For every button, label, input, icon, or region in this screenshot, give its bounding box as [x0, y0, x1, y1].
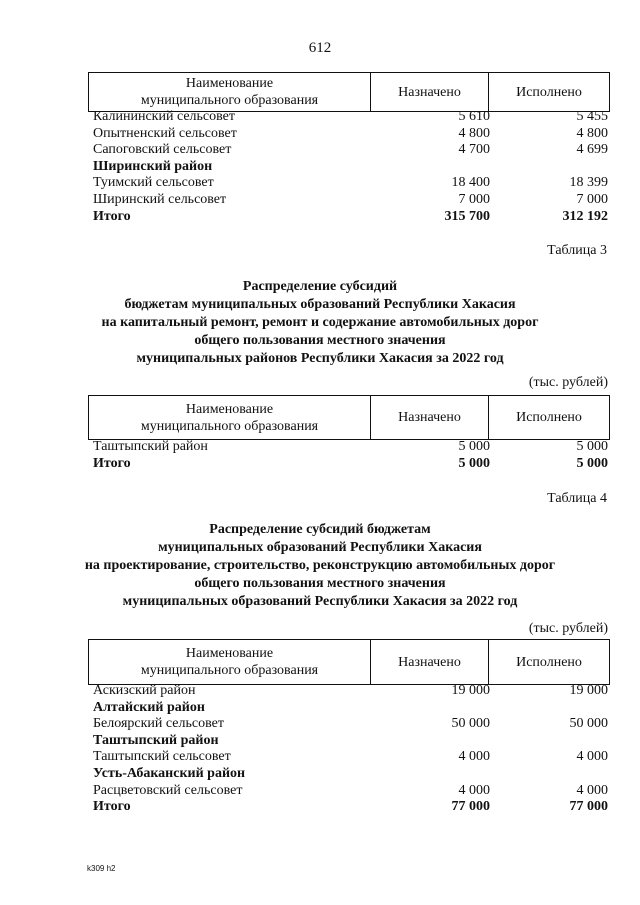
row-assigned-value: 5 000	[458, 439, 490, 454]
row-name: Калининский сельсовет	[93, 109, 235, 124]
table-row	[93, 766, 608, 783]
table-row	[93, 109, 608, 126]
page-number: 612	[308, 40, 332, 56]
table4-title	[0, 521, 640, 611]
row-executed-value: 19 000	[569, 683, 608, 698]
header-assigned-cell: Назначено	[371, 396, 489, 440]
row-name: Опытненский сельсовет	[93, 125, 237, 141]
row-name: Ширинский сельсовет	[93, 191, 227, 207]
header-name-cell	[89, 640, 371, 685]
row-name: Итого	[93, 455, 131, 471]
table4-title-line: муниципальных образований Республики Хакасия	[158, 540, 482, 555]
row-name: Итого	[93, 208, 131, 224]
table-row	[93, 142, 608, 159]
table3-title-line: бюджетам муниципальных образований Республики Хакасия	[124, 297, 516, 312]
table3-title-line: общего пользования местного значения	[194, 333, 446, 348]
table3-header	[88, 395, 610, 440]
header-name-cell	[89, 396, 371, 440]
row-name: Итого	[93, 799, 131, 815]
row-executed-value: 5 000	[576, 455, 608, 471]
row-executed-value: 18 399	[569, 175, 608, 191]
table4-title-line: общего пользования местного значения	[194, 576, 446, 591]
footer-code: k309 h2	[87, 864, 116, 873]
row-assigned-value: 19 000	[451, 683, 490, 698]
table3-title	[0, 278, 640, 368]
header-assigned-cell: Назначено	[371, 640, 489, 685]
row-name: Расцветовский сельсовет	[93, 782, 243, 798]
table3-title-line: на капитальный ремонт, ремонт и содержание автомобильных дорог	[101, 315, 539, 330]
table-row	[93, 159, 608, 176]
header-name-line1: Наименование	[185, 401, 274, 417]
table-top-rows	[93, 109, 608, 225]
row-executed-value: 4 000	[576, 782, 608, 798]
row-executed-value: 50 000	[569, 716, 608, 732]
row-assigned-value: 77 000	[451, 799, 490, 815]
table-row	[93, 175, 608, 192]
row-assigned-value: 50 000	[451, 716, 490, 732]
header-assigned-cell: Назначено	[371, 73, 489, 112]
row-assigned-value: 18 400	[451, 175, 490, 191]
table3-title-line: муниципальных районов Республики Хакасия за 2022 год	[136, 351, 504, 366]
table3-label: Таблица 3	[547, 243, 607, 258]
row-name: Таштыпский сельсовет	[93, 749, 231, 765]
table4-title-line: Распределение субсидий бюджетам	[209, 522, 431, 537]
table-row	[93, 799, 608, 816]
row-executed-value: 7 000	[576, 191, 608, 207]
header-name-line2: муниципального образования	[140, 93, 319, 108]
row-executed-value: 312 192	[562, 208, 608, 224]
header-name-line2: муниципального образования	[140, 663, 319, 678]
row-name: Алтайский район	[93, 699, 205, 715]
header-name-line1: Наименование	[185, 76, 274, 91]
row-name: Таштыпский район	[93, 439, 208, 454]
row-assigned-value: 5 000	[458, 455, 490, 471]
table-row	[93, 126, 608, 143]
row-executed-value: 4 699	[576, 142, 608, 158]
table-top-header	[88, 72, 610, 112]
row-name: Усть-Абаканский район	[93, 765, 246, 781]
table-row	[93, 456, 608, 473]
row-assigned-value: 4 800	[458, 125, 490, 141]
row-executed-value: 4 000	[576, 749, 608, 765]
row-assigned-value: 4 000	[458, 749, 490, 765]
table4-rows	[93, 683, 608, 816]
header-executed-cell: Исполнено	[489, 396, 610, 440]
header-executed-cell: Исполнено	[489, 640, 610, 685]
table-row	[93, 783, 608, 800]
table3-units: (тыс. рублей)	[528, 375, 608, 390]
table-row	[93, 749, 608, 766]
table-row	[93, 700, 608, 717]
row-name: Ширинский район	[93, 158, 213, 174]
table-row	[93, 192, 608, 209]
row-assigned-value: 7 000	[458, 191, 490, 207]
table4-header	[88, 639, 610, 685]
row-assigned-value: 4 700	[458, 142, 490, 158]
row-executed-value: 77 000	[569, 799, 608, 815]
row-name: Аскизский район	[93, 683, 196, 698]
header-name-cell	[89, 73, 371, 112]
header-executed-cell: Исполнено	[489, 73, 610, 112]
row-name: Сапоговский сельсовет	[93, 142, 232, 158]
table3-rows	[93, 439, 608, 472]
row-executed-value: 5 455	[576, 109, 608, 124]
table-row	[93, 733, 608, 750]
table-row	[93, 716, 608, 733]
table-row	[93, 209, 608, 226]
row-executed-value: 4 800	[576, 125, 608, 141]
row-name: Туимский сельсовет	[93, 175, 214, 191]
table4-label: Таблица 4	[547, 491, 607, 506]
row-name: Таштыпский район	[93, 732, 219, 748]
table4-units: (тыс. рублей)	[528, 621, 608, 636]
row-assigned-value: 5 610	[458, 109, 490, 124]
table-row	[93, 439, 608, 456]
header-name-line1: Наименование	[185, 646, 274, 661]
table4-title-line: на проектирование, строительство, реконструкцию автомобильных дорог	[84, 558, 556, 573]
row-assigned-value: 315 700	[444, 208, 490, 224]
row-assigned-value: 4 000	[458, 782, 490, 798]
row-name: Белоярский сельсовет	[93, 716, 224, 732]
row-executed-value: 5 000	[576, 439, 608, 454]
table-row	[93, 683, 608, 700]
table4-title-line: муниципальных образований Республики Хакасия за 2022 год	[122, 594, 518, 609]
table3-title-line: Распределение субсидий	[242, 279, 398, 294]
header-name-line2: муниципального образования	[140, 418, 319, 434]
